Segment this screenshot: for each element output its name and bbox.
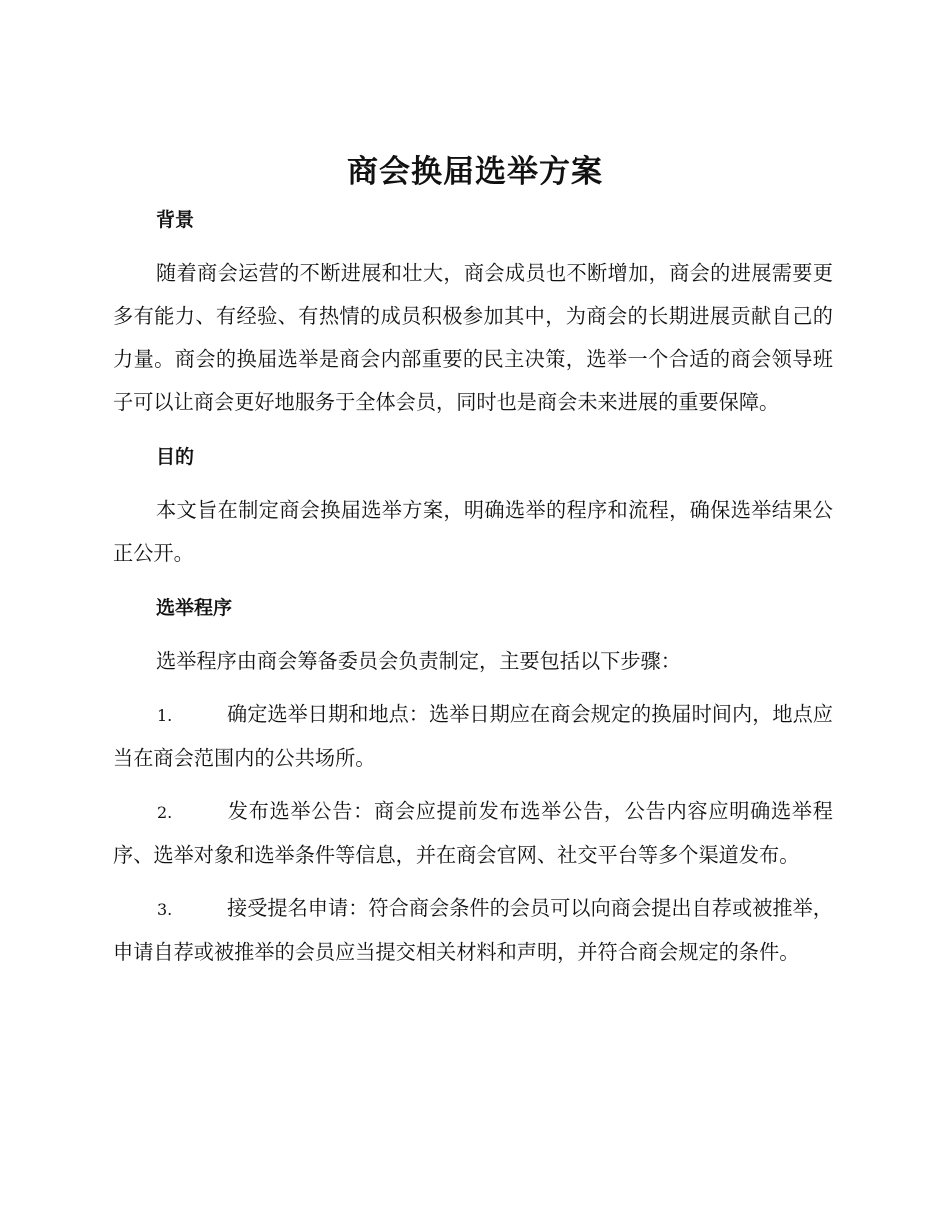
document-body: [113, 199, 833, 974]
document-title: 商会换届选举方案: [347, 154, 603, 190]
step-text: 接受提名申请：符合商会条件的会员可以向商会提出自荐或被推举，申请自荐或被推举的会员应当提交相关材料和声明，并符合商会规定的条件。: [113, 896, 833, 964]
procedure-step-1: [113, 693, 833, 780]
procedure-intro-paragraph: 选举程序由商会筹备委员会负责制定，主要包括以下步骤：: [156, 649, 681, 673]
background-paragraph: 随着商会运营的不断进展和壮大，商会成员也不断增加，商会的进展需要更多有能力、有经验、有热情的成员积极参加其中，为商会的长期进展贡献自己的力量。商会的换届选举是商会内部重要的民主决策，选举一个合适的商会领导班子可以让商会更好地服务于全体会员，同时也是商会未来进展的重要保障。: [113, 261, 833, 414]
step-number: 1.: [157, 706, 173, 725]
step-number: 3.: [157, 900, 173, 919]
step-text: 确定选举日期和地点：选举日期应在商会规定的换届时间内，地点应当在商会范围内的公共场所。: [113, 702, 833, 770]
section-heading-background: 背景: [156, 209, 195, 231]
step-text: 发布选举公告：商会应提前发布选举公告，公告内容应明确选举程序、选举对象和选举条件等信息，并在商会官网、社交平台等多个渠道发布。: [113, 799, 833, 867]
section-heading-procedure: 选举程序: [156, 597, 233, 619]
procedure-step-3: [113, 887, 833, 974]
step-number: 2.: [157, 803, 173, 822]
purpose-paragraph: 本文旨在制定商会换届选举方案，明确选举的程序和流程，确保选举结果公正公开。: [113, 498, 833, 565]
section-heading-purpose: 目的: [156, 446, 195, 468]
procedure-step-2: [113, 790, 833, 877]
